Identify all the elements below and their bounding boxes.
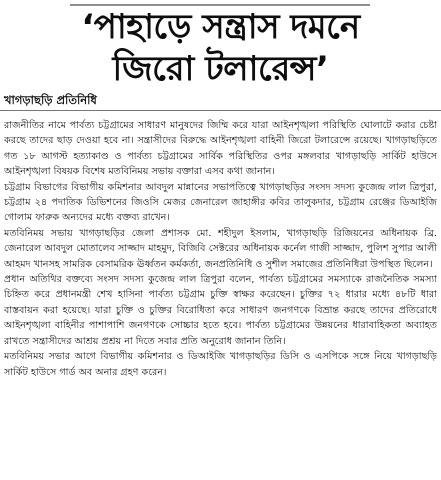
byline-divider (0, 110, 441, 111)
headline-line-2: জিরো টলারেন্স’ (112, 49, 329, 89)
article-paragraph-5: মতবিনিময় সভার আগে বিভাগীয় কমিশনার ও ডিআইজি খাগড়াছড়ির ডিসি ও এসপিকে সঙ্গে নিয়ে খাগড়াছড়ি সার্কিট হাউসে গার্ড অব অনার গ্রহণ করেন। (4, 351, 437, 378)
byline: খাগড়াছড়ি প্রতিনিধি (4, 93, 97, 107)
article-body (4, 118, 437, 478)
article-headline (0, 6, 441, 90)
article-paragraph-4: প্রধান অতিথির বক্তব্যে সংসদ সদস্য কুজেন্দ্র লাল ত্রিপুরা বলেন, পার্বত্য চট্টগ্রামের সমস্যাকে রাজনৈতিক সমস্যা চিহ্নিত করে প্রধানমন্ত্রী শেখ হাসিনা পার্বত্য চট্টগ্রাম চুক্তি স্বাক্ষর করেছেন। চুক্তির ৭২ ধারার মধ্যে ৪৮টি ধারা বাস্তবায়ন করা হয়েছে। যারা চুক্তি ও চুক্তির বিরোধিতা করে সাধারণ জনগণকে বিভ্রান্ত করছে তাদের প্রতিরোধে আইনশৃঙ্খলা বাহিনীর পাশাপাশি জনগণকে সোচ্চার হতে হবে। পার্বত্য চট্টগ্রামের উন্নয়নের ধারাবাহিকতা অব্যাহত রাখতে সন্ত্রাসীদের আশ্রয় প্রশ্রয় না দিতে সবার প্রতি অনুরোধ জানান তিনি। (4, 274, 437, 347)
article-paragraph-3: মতবিনিময় সভায় খাগড়াছড়ির জেলা প্রশাসক মো. শহীদুল ইসলাম, খাগড়াছড়ি রিজিয়নের অধিনায়ক ব্রি. জেনারেল আবদুল মোতালেব সাজ্জাদ মাহমুদ, বিজিবি সেক্টরের অধিনায়ক কর্নেল গাজী সাজ্জাদ, পুলিশ সুপার আলী আহমদ খানসহ সামরিক বেসামরিক ঊর্ধ্বতন কর্মকর্তা, জনপ্রতিনিধি ও সুশীল সমাজের প্রতিনিধিরা উপস্থিত ছিলেন। (4, 227, 437, 270)
article-paragraph-2: চট্টগ্রাম বিভাগের বিভাগীয় কমিশনার আবদুল মান্নানের সভাপতিত্বে খাগড়াছড়ির সংসদ সদস্য কুজেন্দ্র লাল ত্রিপুরা, চট্টগ্রাম ২৪ পদাতিক ডিভিশনের জিওসি মেজর জেনারেল জাহাঙ্গীর কবির তালুকদার, চট্টগ্রাম রেঞ্জের ডিআইজি গোলাম ফারুক অন্যদের মধ্যে বক্তব্য রাখেন। (4, 181, 437, 224)
article-paragraph-1: রাজনীতির নামে পার্বত্য চট্টগ্রামের সাধারণ মানুষদের জিম্মি করে যারা আইনশৃঙ্খলা পরিস্থিতি ঘোলাটে করার চেষ্টা করছে তাদের ছাড় দেওয়া হবে না। সন্ত্রাসীদের বিরুদ্ধে আইনশৃঙ্খলা বাহিনী জিরো টলারেন্সে রয়েছে। খাগড়াছড়িতে গত ১৮ আগস্ট হত্যাকাণ্ড ও পার্বত্য চট্টগ্রামের সার্বিক পরিস্থিতির ওপর মঙ্গলবার খাগড়াছড়ি সার্কিট হাউসে আইনশৃঙ্খলা বিষয়ক বিশেষ মতবিনিময় সভায় বক্তারা এসব কথা জানান। (4, 120, 437, 178)
headline-line-1: ‘পাহাড়ে সন্ত্রাস দমনে (81, 7, 360, 47)
